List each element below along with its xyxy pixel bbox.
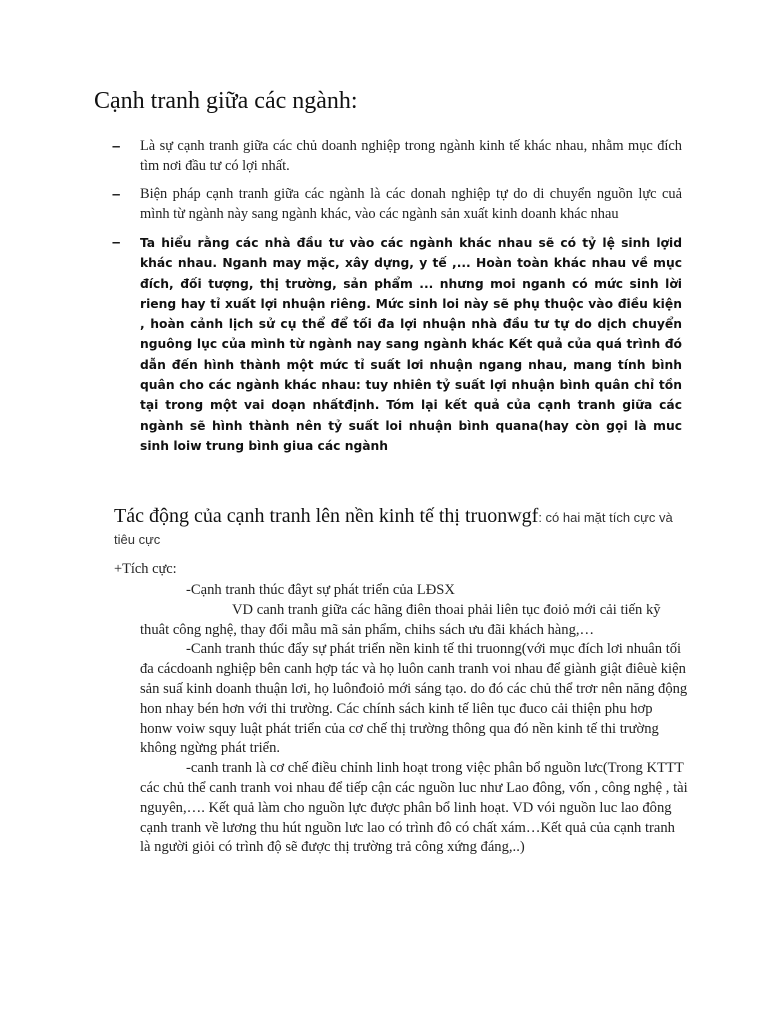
- bullet-item: [112, 233, 682, 456]
- subsection-heading: [114, 505, 694, 551]
- positive-label: +Tích cực:: [114, 561, 177, 577]
- subsection-title: Tác động của cạnh tranh lên nền kinh tế thị truonwgf: [114, 505, 539, 527]
- bullet-text: Biện pháp cạnh tranh giữa các ngành là các donah nghiệp tự do di chuyển nguồn lực cuả mình từ ngành này sang ngành khác, vào các ngành sản xuất kinh doanh khác nhau: [140, 186, 682, 222]
- paragraph: -Cạnh tranh thúc đâyt sự phát triển của LĐSX: [186, 582, 455, 598]
- bullet-text: Là sự cạnh tranh giữa các chủ doanh nghiệp trong ngành kinh tế khác nhau, nhằm mục đích tìm nơi đầu tư có lợi nhất.: [140, 138, 682, 174]
- bullet-marker: –: [112, 186, 121, 203]
- bullet-item: [112, 137, 682, 176]
- bullet-list: [112, 137, 682, 465]
- bullet-marker: –: [112, 234, 121, 251]
- section-heading: Cạnh tranh giữa các ngành:: [94, 88, 358, 114]
- paragraph: VD canh tranh giữa các hãng điên thoai phải liên tục đoiỏ mới cải tiến kỹ thuât công nghệ, thay đổi mẫu mã sản phẩm, chihs sách ưu đãi khách hàng,…: [140, 601, 661, 638]
- bullet-text: Ta hiểu rằng các nhà đầu tư vào các ngành khác nhau sẽ có tỷ lệ sinh lợid khác nhau. Nganh may mặc, xây dựng, y tế ,... Hoàn toàn khác nhau về mục đích, đối tượng, thị trường, sản phẩm ... nhưng moi nganh có mức sinh lời rieng hay tỉ xuất lợi nhuận riêng. Mức sinh loi này sẽ phụ thuộc vào điều kiện , hoàn cảnh lịch sử cụ thể để tối đa lợi nhuận nhà đầu tư tự do dịch chuyển nguông lục của mình từ ngành nay sang ngành khác Kết quả của quá trình đó dẫn đến hình thành một mức tỉ suất lơi nhuận ngang nhau, mang tính bình quân cho các ngành khác nhau: tuy nhiên tỷ suất lợi nhuận bình quân chỉ tồn tại trong một vai doạn nhấtđịnh. Tóm lại kết quả của cạnh tranh giữa các ngành sẽ hình thành nên tỷ suất loi nhuận bình quana(hay còn gọi là muc sinh loiw trung bình giua các ngành: [140, 236, 682, 453]
- paragraph: -Canh tranh thúc đẩy sự phát triển nền kinh tế thi truonng(với mục đích lơi nhuân tối đa cácdoanh nghiệp bên canh hợp tác và họ luôn canh tranh voi nhau để giành giật điêuè kiện sản suấ kinh doanh thuận lơi, họ luônđoiỏ mới sáng tạo. do đó các chủ thể trơr nên năng động hon nhay bén hơn với thi trường. Các chính sách kinh tế liên tục đuco cải thiện phu hơp honw voiw squy luật phát triển của cơ chế thị trường thông qua đó nền kinh tế thi trường không ngừng phát triển.: [140, 641, 688, 757]
- positive-effects-body: [140, 581, 688, 858]
- bullet-item: [112, 185, 682, 224]
- bullet-marker: –: [112, 138, 121, 155]
- subsection-subtitle: : có hai mặt tích cực và tiêu cực: [114, 510, 673, 547]
- paragraph: -canh tranh là cơ chế điều chỉnh linh hoạt trong việc phân bổ nguồn lưc(Trong KTTT các chủ thể canh tranh voi nhau để tiếp cận các nguồn luc như Lao đông, vốn , công nghệ , tài nguyên,…. Kết quả làm cho nguồn lực được phân bổ linh hoạt. VD vói nguồn luc lao đông cạnh tranh về lương thu hút nguồn lưc lao có trình đô có chất xám…Kết quả của cạnh tranh là người giỏi có trình độ sẽ được thị trường trả công xứng đáng,..): [140, 760, 688, 856]
